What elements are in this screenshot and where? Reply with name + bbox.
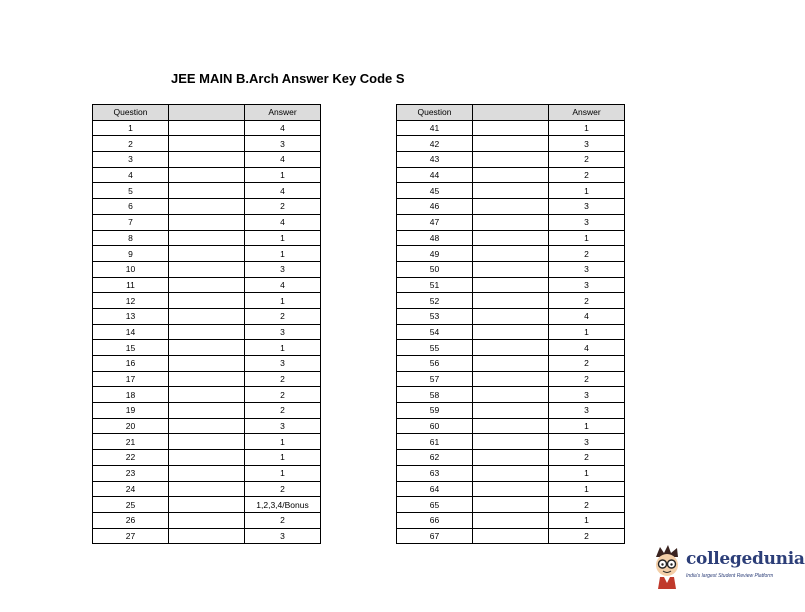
- answer-cell: 1: [245, 230, 321, 246]
- answer-cell: 1: [549, 183, 625, 199]
- answer-cell: 2: [245, 403, 321, 419]
- question-number-cell: 10: [93, 261, 169, 277]
- answer-cell: 1: [245, 167, 321, 183]
- question-number-cell: 7: [93, 214, 169, 230]
- blank-cell: [169, 371, 245, 387]
- question-number-cell: 2: [93, 136, 169, 152]
- question-number-cell: 11: [93, 277, 169, 293]
- question-number-cell: 14: [93, 324, 169, 340]
- column-header-blank: [473, 105, 549, 121]
- question-number-cell: 65: [397, 497, 473, 513]
- question-number-cell: 63: [397, 465, 473, 481]
- answer-cell: 4: [245, 183, 321, 199]
- table-row: [397, 465, 625, 481]
- question-number-cell: 12: [93, 293, 169, 309]
- answer-cell: 2: [245, 308, 321, 324]
- table-row: [397, 246, 625, 262]
- page-title: JEE MAIN B.Arch Answer Key Code S: [171, 71, 405, 86]
- table-row: [397, 120, 625, 136]
- blank-cell: [169, 324, 245, 340]
- answer-cell: 3: [549, 387, 625, 403]
- answer-cell: 2: [245, 481, 321, 497]
- table-row: [397, 308, 625, 324]
- table-row: [93, 497, 321, 513]
- blank-cell: [473, 214, 549, 230]
- answer-cell: 4: [245, 120, 321, 136]
- question-number-cell: 22: [93, 450, 169, 466]
- question-number-cell: 47: [397, 214, 473, 230]
- question-number-cell: 45: [397, 183, 473, 199]
- table-row: [93, 293, 321, 309]
- answer-cell: 3: [549, 403, 625, 419]
- answer-cell: 3: [245, 528, 321, 544]
- question-number-cell: 51: [397, 277, 473, 293]
- blank-cell: [473, 497, 549, 513]
- table-row: [397, 418, 625, 434]
- blank-cell: [473, 167, 549, 183]
- answer-cell: 1: [245, 293, 321, 309]
- blank-cell: [169, 340, 245, 356]
- table-row: [397, 434, 625, 450]
- blank-cell: [169, 418, 245, 434]
- blank-cell: [473, 120, 549, 136]
- table-row: [93, 324, 321, 340]
- blank-cell: [169, 246, 245, 262]
- answer-cell: 1: [245, 450, 321, 466]
- answer-cell: 1: [245, 434, 321, 450]
- blank-cell: [473, 481, 549, 497]
- answer-cell: 1: [245, 340, 321, 356]
- table-row: [93, 152, 321, 168]
- answer-cell: 1: [549, 512, 625, 528]
- answer-cell: 2: [549, 497, 625, 513]
- table-row: [93, 136, 321, 152]
- answer-cell: 1: [245, 246, 321, 262]
- question-number-cell: 64: [397, 481, 473, 497]
- question-number-cell: 52: [397, 293, 473, 309]
- table-row: [93, 434, 321, 450]
- blank-cell: [169, 277, 245, 293]
- table-row: [93, 387, 321, 403]
- blank-cell: [169, 199, 245, 215]
- table-row: [397, 214, 625, 230]
- blank-cell: [169, 387, 245, 403]
- answer-cell: 3: [245, 356, 321, 372]
- question-number-cell: 17: [93, 371, 169, 387]
- table-row: [397, 512, 625, 528]
- answer-cell: 2: [549, 167, 625, 183]
- blank-cell: [473, 340, 549, 356]
- column-header-answer: Answer: [245, 105, 321, 121]
- question-number-cell: 27: [93, 528, 169, 544]
- question-number-cell: 19: [93, 403, 169, 419]
- question-number-cell: 21: [93, 434, 169, 450]
- table-header-row: [397, 105, 625, 121]
- question-number-cell: 13: [93, 308, 169, 324]
- question-number-cell: 58: [397, 387, 473, 403]
- column-header-answer: Answer: [549, 105, 625, 121]
- question-number-cell: 48: [397, 230, 473, 246]
- answer-cell: 2: [549, 293, 625, 309]
- answer-cell: 1: [549, 465, 625, 481]
- table-row: [397, 356, 625, 372]
- blank-cell: [169, 261, 245, 277]
- answer-cell: 4: [549, 308, 625, 324]
- blank-cell: [169, 512, 245, 528]
- blank-cell: [169, 167, 245, 183]
- question-number-cell: 1: [93, 120, 169, 136]
- answer-cell: 3: [245, 418, 321, 434]
- blank-cell: [169, 497, 245, 513]
- answer-cell: 2: [549, 246, 625, 262]
- table-row: [93, 465, 321, 481]
- table-row: [93, 199, 321, 215]
- blank-cell: [169, 403, 245, 419]
- question-number-cell: 46: [397, 199, 473, 215]
- question-number-cell: 57: [397, 371, 473, 387]
- table-row: [397, 340, 625, 356]
- table-row: [93, 230, 321, 246]
- answer-cell: 3: [549, 136, 625, 152]
- answer-cell: 2: [245, 512, 321, 528]
- question-number-cell: 16: [93, 356, 169, 372]
- answer-cell: 4: [245, 214, 321, 230]
- table-row: [93, 277, 321, 293]
- table-row: [93, 340, 321, 356]
- question-number-cell: 67: [397, 528, 473, 544]
- blank-cell: [473, 371, 549, 387]
- question-number-cell: 6: [93, 199, 169, 215]
- question-number-cell: 8: [93, 230, 169, 246]
- answer-cell: 1,2,3,4/Bonus: [245, 497, 321, 513]
- question-number-cell: 53: [397, 308, 473, 324]
- question-number-cell: 56: [397, 356, 473, 372]
- blank-cell: [473, 230, 549, 246]
- question-number-cell: 44: [397, 167, 473, 183]
- blank-cell: [169, 308, 245, 324]
- table-row: [397, 136, 625, 152]
- blank-cell: [473, 277, 549, 293]
- question-number-cell: 59: [397, 403, 473, 419]
- blank-cell: [169, 120, 245, 136]
- table-row: [397, 167, 625, 183]
- question-number-cell: 9: [93, 246, 169, 262]
- answer-cell: 1: [549, 481, 625, 497]
- table-row: [93, 403, 321, 419]
- answer-key-table-left: [92, 104, 321, 544]
- question-number-cell: 66: [397, 512, 473, 528]
- answer-cell: 2: [549, 450, 625, 466]
- question-number-cell: 55: [397, 340, 473, 356]
- question-number-cell: 23: [93, 465, 169, 481]
- blank-cell: [169, 152, 245, 168]
- collegedunia-logo: [650, 543, 805, 593]
- question-number-cell: 20: [93, 418, 169, 434]
- blank-cell: [169, 481, 245, 497]
- table-row: [397, 277, 625, 293]
- answer-cell: 3: [549, 199, 625, 215]
- table-row: [93, 528, 321, 544]
- blank-cell: [473, 246, 549, 262]
- answer-cell: 1: [549, 230, 625, 246]
- answer-cell: 2: [549, 371, 625, 387]
- table-row: [93, 261, 321, 277]
- blank-cell: [473, 512, 549, 528]
- column-header-question: Question: [397, 105, 473, 121]
- answer-cell: 4: [549, 340, 625, 356]
- blank-cell: [473, 528, 549, 544]
- answer-cell: 3: [549, 261, 625, 277]
- table-row: [397, 387, 625, 403]
- question-number-cell: 24: [93, 481, 169, 497]
- question-number-cell: 60: [397, 418, 473, 434]
- blank-cell: [473, 465, 549, 481]
- table-row: [93, 167, 321, 183]
- blank-cell: [169, 465, 245, 481]
- table-row: [93, 512, 321, 528]
- answer-cell: 3: [549, 434, 625, 450]
- table-row: [93, 120, 321, 136]
- blank-cell: [473, 308, 549, 324]
- blank-cell: [169, 450, 245, 466]
- question-number-cell: 50: [397, 261, 473, 277]
- table-header-row: [93, 105, 321, 121]
- answer-cell: 4: [245, 277, 321, 293]
- column-header-question: Question: [93, 105, 169, 121]
- question-number-cell: 42: [397, 136, 473, 152]
- question-number-cell: 15: [93, 340, 169, 356]
- table-row: [93, 308, 321, 324]
- question-number-cell: 3: [93, 152, 169, 168]
- blank-cell: [473, 403, 549, 419]
- table-row: [93, 450, 321, 466]
- table-row: [397, 528, 625, 544]
- blank-cell: [473, 418, 549, 434]
- table-row: [397, 403, 625, 419]
- blank-cell: [169, 356, 245, 372]
- answer-cell: 3: [549, 277, 625, 293]
- answer-cell: 3: [245, 261, 321, 277]
- blank-cell: [169, 136, 245, 152]
- answer-cell: 2: [245, 387, 321, 403]
- table-row: [397, 293, 625, 309]
- table-row: [93, 356, 321, 372]
- question-number-cell: 5: [93, 183, 169, 199]
- mascot-icon: [650, 543, 686, 589]
- blank-cell: [473, 199, 549, 215]
- blank-cell: [169, 293, 245, 309]
- table-row: [93, 246, 321, 262]
- question-number-cell: 49: [397, 246, 473, 262]
- answer-cell: 2: [549, 528, 625, 544]
- blank-cell: [473, 356, 549, 372]
- answer-cell: 2: [245, 371, 321, 387]
- answer-cell: 1: [549, 120, 625, 136]
- blank-cell: [169, 183, 245, 199]
- blank-cell: [473, 261, 549, 277]
- answer-cell: 1: [245, 465, 321, 481]
- answer-cell: 3: [245, 324, 321, 340]
- table-row: [397, 497, 625, 513]
- answer-cell: 3: [245, 136, 321, 152]
- table-row: [93, 418, 321, 434]
- table-row: [397, 450, 625, 466]
- column-header-blank: [169, 105, 245, 121]
- blank-cell: [169, 230, 245, 246]
- blank-cell: [169, 434, 245, 450]
- answer-cell: 4: [245, 152, 321, 168]
- table-row: [397, 371, 625, 387]
- logo-wordmark: collegedunia: [686, 549, 805, 569]
- table-row: [93, 371, 321, 387]
- question-number-cell: 18: [93, 387, 169, 403]
- blank-cell: [473, 387, 549, 403]
- question-number-cell: 43: [397, 152, 473, 168]
- blank-cell: [473, 136, 549, 152]
- table-row: [397, 183, 625, 199]
- question-number-cell: 4: [93, 167, 169, 183]
- table-row: [93, 214, 321, 230]
- table-row: [397, 261, 625, 277]
- blank-cell: [473, 152, 549, 168]
- blank-cell: [169, 214, 245, 230]
- answer-key-table-right: [396, 104, 625, 544]
- blank-cell: [473, 324, 549, 340]
- table-row: [397, 199, 625, 215]
- question-number-cell: 61: [397, 434, 473, 450]
- answer-cell: 1: [549, 418, 625, 434]
- table-row: [397, 230, 625, 246]
- answer-cell: 1: [549, 324, 625, 340]
- blank-cell: [473, 183, 549, 199]
- question-number-cell: 25: [93, 497, 169, 513]
- table-row: [93, 183, 321, 199]
- table-row: [397, 324, 625, 340]
- answer-cell: 2: [245, 199, 321, 215]
- blank-cell: [169, 528, 245, 544]
- question-number-cell: 26: [93, 512, 169, 528]
- table-row: [397, 481, 625, 497]
- blank-cell: [473, 450, 549, 466]
- logo-tagline: India's largest Student Review Platform: [686, 573, 774, 579]
- question-number-cell: 62: [397, 450, 473, 466]
- table-row: [93, 481, 321, 497]
- answer-cell: 2: [549, 356, 625, 372]
- table-row: [397, 152, 625, 168]
- question-number-cell: 41: [397, 120, 473, 136]
- answer-cell: 3: [549, 214, 625, 230]
- blank-cell: [473, 434, 549, 450]
- blank-cell: [473, 293, 549, 309]
- question-number-cell: 54: [397, 324, 473, 340]
- answer-cell: 2: [549, 152, 625, 168]
